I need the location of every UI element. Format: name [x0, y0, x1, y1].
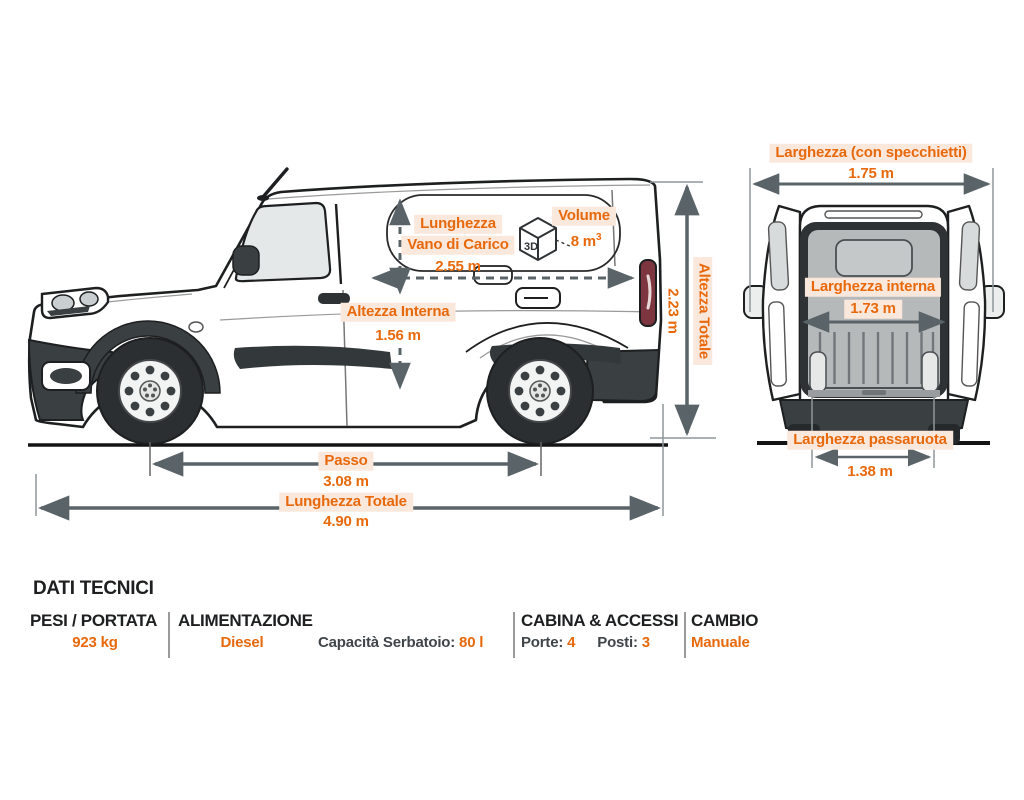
fuel-value: Diesel: [220, 634, 264, 651]
width-with-mirrors-title: Larghezza (con specchietti): [769, 144, 972, 163]
cube-3d-label: 3D: [523, 241, 539, 253]
total-height-title: Altezza Totale: [694, 257, 713, 365]
seats-label: Posti:: [597, 634, 638, 651]
cargo-length-value: 2.55 m: [435, 257, 481, 275]
internal-width-value: 1.73 m: [844, 300, 902, 319]
volume-exponent: 3: [595, 231, 602, 243]
internal-width-title: Larghezza interna: [805, 278, 941, 297]
weight-value: 923 kg: [72, 634, 118, 651]
doors-value: 4: [567, 634, 576, 651]
wheelbase-value: 3.08 m: [323, 472, 369, 490]
rear-wheel: [487, 338, 593, 444]
side-mirror: [233, 246, 259, 275]
spec-divider-2: [513, 612, 515, 658]
total-length-title: Lunghezza Totale: [279, 493, 413, 512]
cargo-length-title-line2: Vano di Carico: [401, 236, 514, 255]
wheel-arch-width-title: Larghezza passaruota: [787, 431, 953, 450]
volume-value-number: 8 m: [570, 232, 596, 250]
right-open-door: [948, 206, 985, 400]
weight-header: PESI / PORTATA: [30, 611, 158, 630]
wheelbase-title: Passo: [318, 452, 373, 471]
tank-capacity-label: Capacità Serbatoio:: [318, 634, 456, 651]
cabin-header: CABINA & ACCESSI: [521, 611, 679, 630]
tank-capacity: [318, 634, 483, 651]
seats-value: 3: [641, 634, 650, 651]
gearbox-header: CAMBIO: [691, 611, 759, 630]
internal-height-title: Altezza Interna: [341, 303, 456, 322]
tail-light: [640, 260, 656, 326]
specs-heading: DATI TECNICI: [33, 578, 154, 599]
doors-label: Porte:: [521, 634, 564, 651]
spec-divider-3: [684, 612, 686, 658]
fuel-header: ALIMENTAZIONE: [178, 611, 313, 630]
gearbox-value: Manuale: [691, 634, 750, 651]
wheel-arch-width-value: 1.38 m: [847, 462, 893, 480]
tank-capacity-value: 80 l: [459, 634, 484, 651]
total-length-value: 4.90 m: [323, 512, 369, 530]
volume-title: Volume: [552, 207, 616, 226]
cabin-values: [521, 634, 650, 651]
rear-view-illustration: [744, 206, 1004, 444]
total-height-value: 2.23 m: [664, 288, 682, 334]
front-wheel: [97, 338, 203, 444]
left-open-door: [763, 206, 800, 400]
spec-divider-1: [168, 612, 170, 658]
internal-height-value: 1.56 m: [375, 326, 421, 344]
width-with-mirrors-value: 1.75 m: [848, 164, 894, 182]
volume-value: [571, 232, 602, 251]
cargo-length-title-line1: Lunghezza: [414, 215, 502, 234]
